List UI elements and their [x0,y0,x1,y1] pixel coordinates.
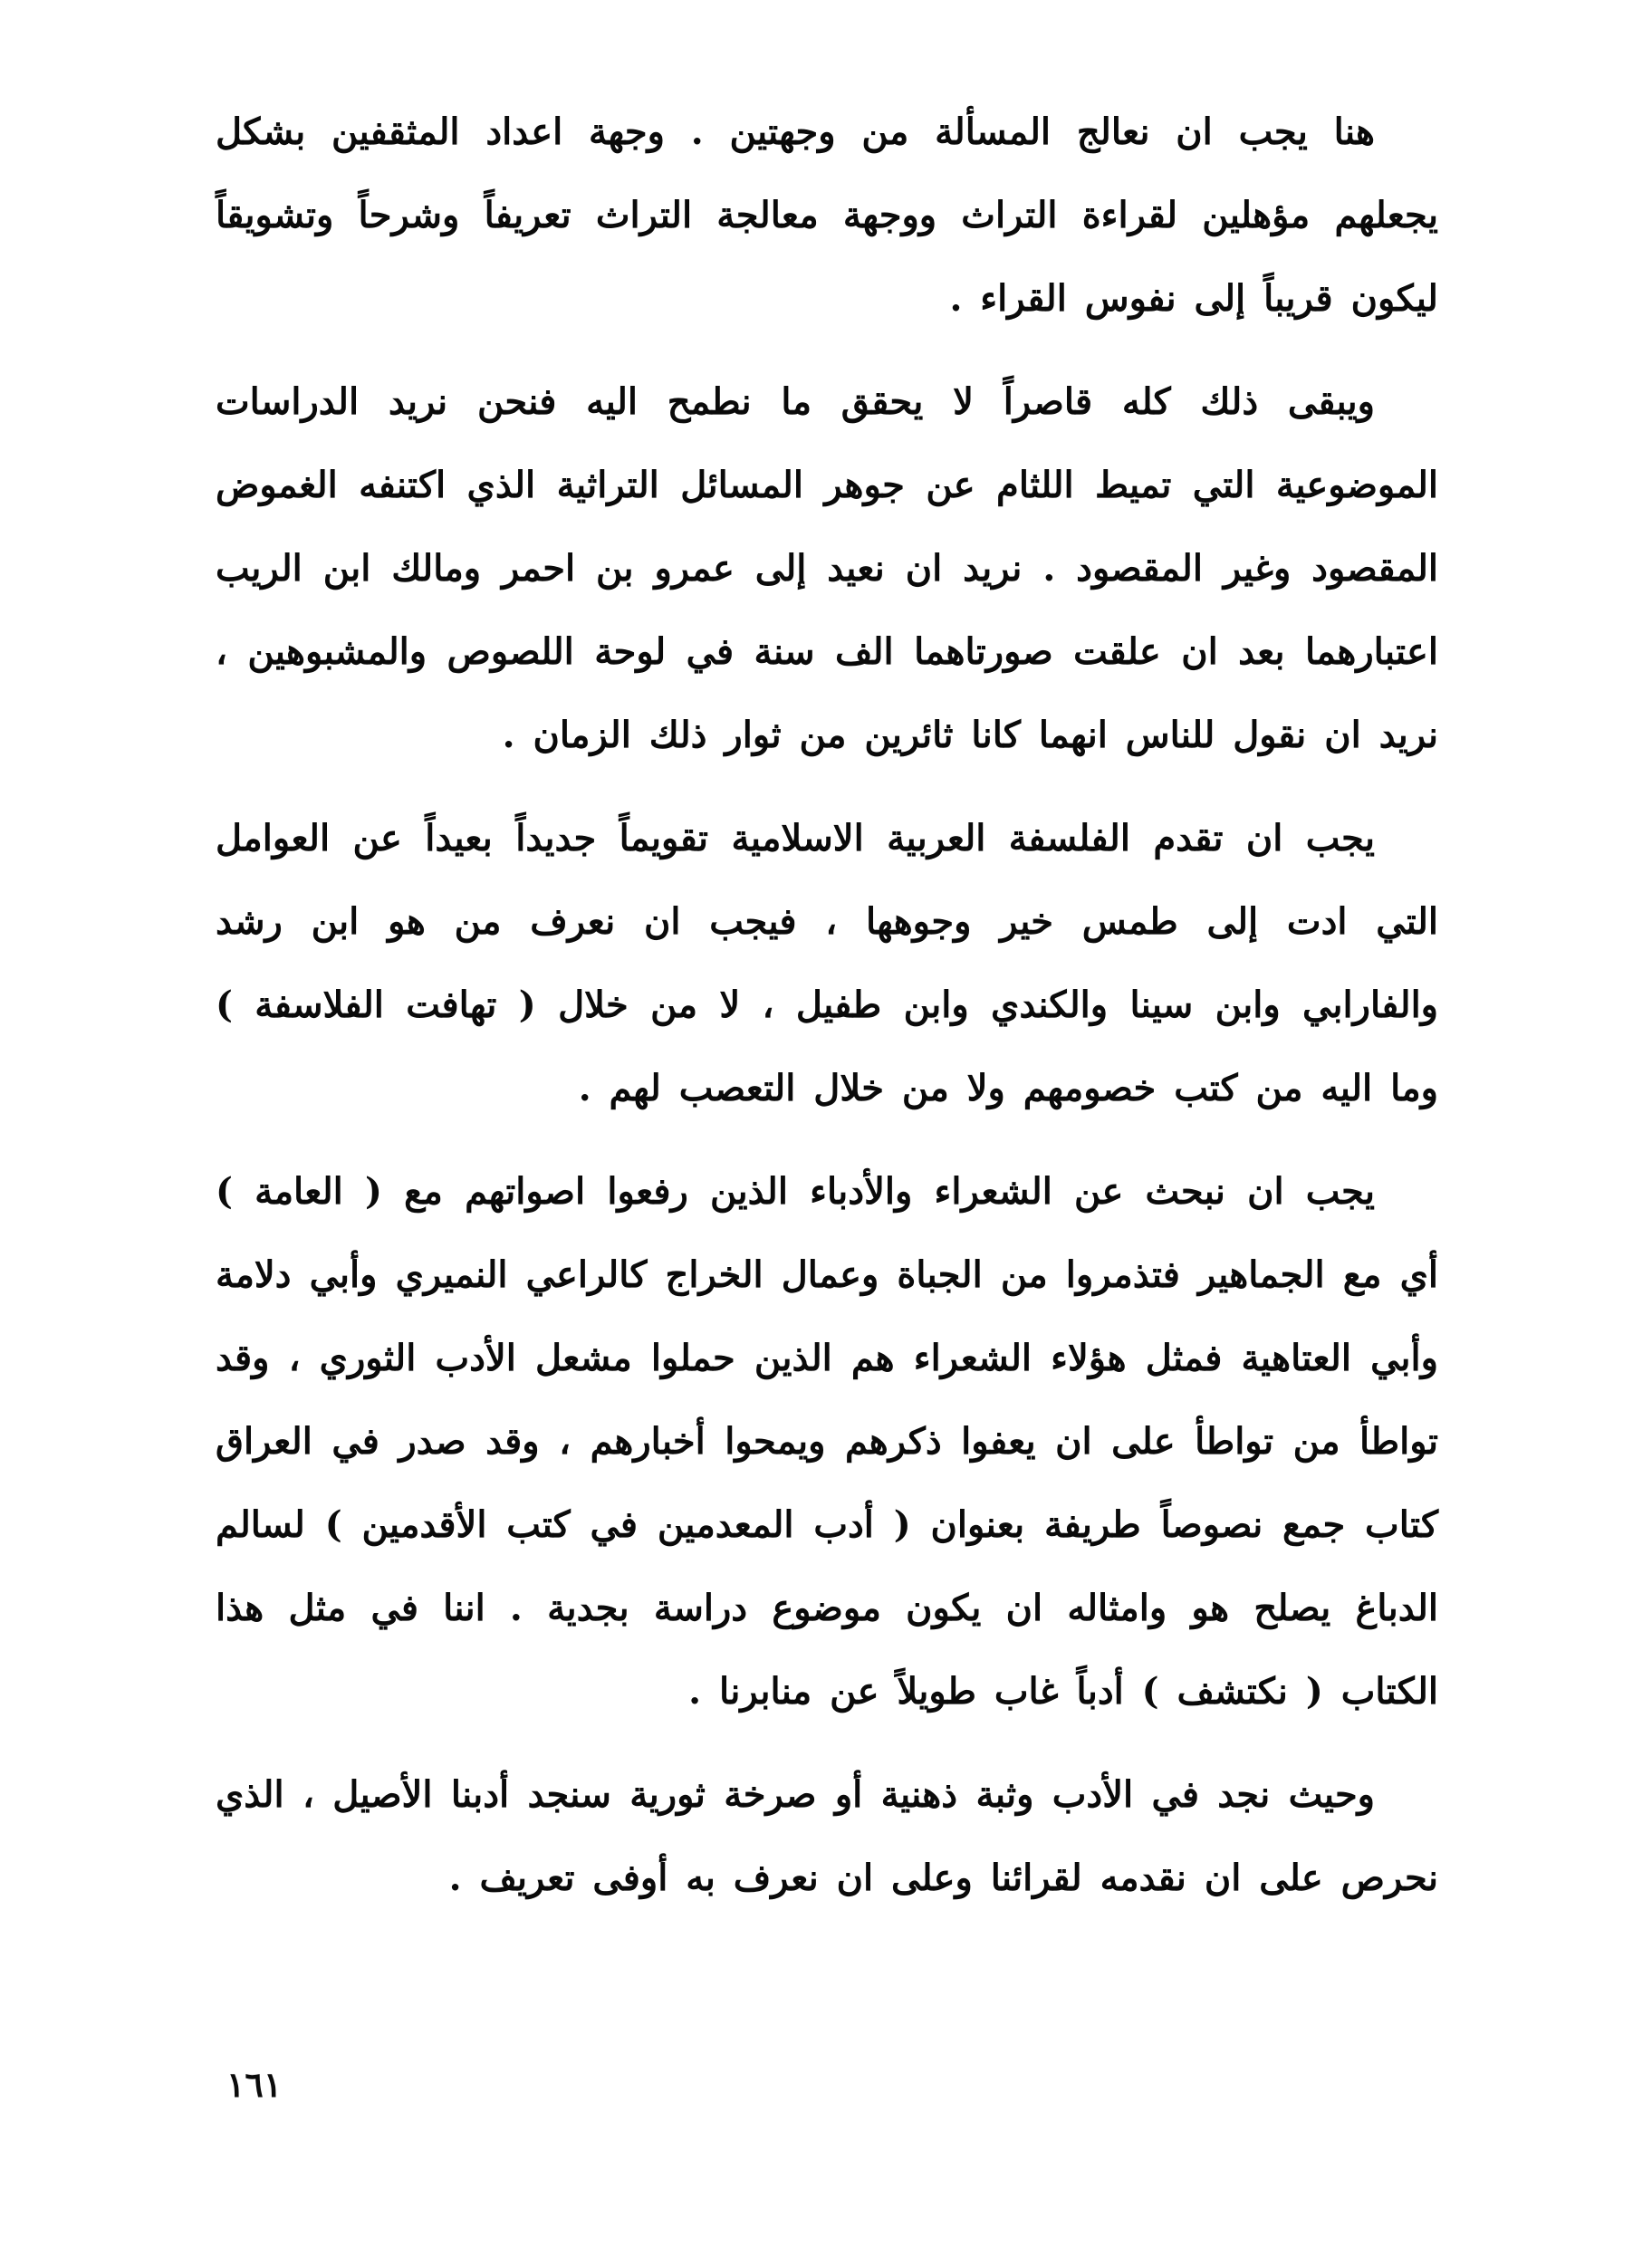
body-text [216,91,1438,1940]
paragraph: ويبقى ذلك كله قاصراً لا يحقق ما نطمح اليه فنحن نريد الدراسات الموضوعية التي تميط اللثام عن جوهر المسائل التراثية الذي اكتنفه الغموض المقصود وغير المقصود . نريد ان نعيد إلى عمرو بن احمر ومالك ابن الريب اعتبارهما بعد ان علقت صورتاهما الف سنة في لوحة اللصوص والمشبوهين ، نريد ان نقول للناس انهما كانا ثائرين من ثوار ذلك الزمان . [216,380,1438,756]
paragraph: يجب ان نبحث عن الشعراء والأدباء الذين رفعوا اصواتهم مع ( العامة ) أي مع الجماهير فتذمروا من الجباة وعمال الخراج كالراعي النميري وأبي دلامة وأبي العتاهية فمثل هؤلاء الشعراء هم الذين حملوا مشعل الأدب الثوري ، وقد تواطأ من تواطأ على ان يعفوا ذكرهم ويمحوا أخبارهم ، وقد صدر في العراق كتاب جمع نصوصاً طريفة بعنوان ( أدب المعدمين في كتب الأقدمين ) لسالم الدباغ يصلح هو وامثاله ان يكون موضوع دراسة بجدية . اننا في مثل هذا الكتاب ( نكتشف ) أدباً غاب طويلاً عن منابرنا . [216,1170,1438,1713]
page-number: ١٦١ [226,2064,283,2105]
paragraph: وحيث نجد في الأدب وثبة ذهنية أو صرخة ثورية سنجد أدبنا الأصيل ، الذي نحرص على ان نقدمه لقرائنا وعلى ان نعرف به أوفى تعريف . [216,1773,1438,1899]
paragraph: يجب ان تقدم الفلسفة العربية الاسلامية تقويماً جديداً بعيداً عن العوامل التي ادت إلى طمس خير وجوهها ، فيجب ان نعرف من هو ابن رشد والفارابي وابن سينا والكندي وابن طفيل ، لا من خلال ( تهافت الفلاسفة ) وما اليه من كتب خصومهم ولا من خلال التعصب لهم . [216,817,1438,1109]
paragraph: هنا يجب ان نعالج المسألة من وجهتين . وجهة اعداد المثقفين بشكل يجعلهم مؤهلين لقراءة التراث ووجهة معالجة التراث تعريفاً وشرحاً وتشويقاً ليكون قريباً إلى نفوس القراء . [216,110,1438,320]
